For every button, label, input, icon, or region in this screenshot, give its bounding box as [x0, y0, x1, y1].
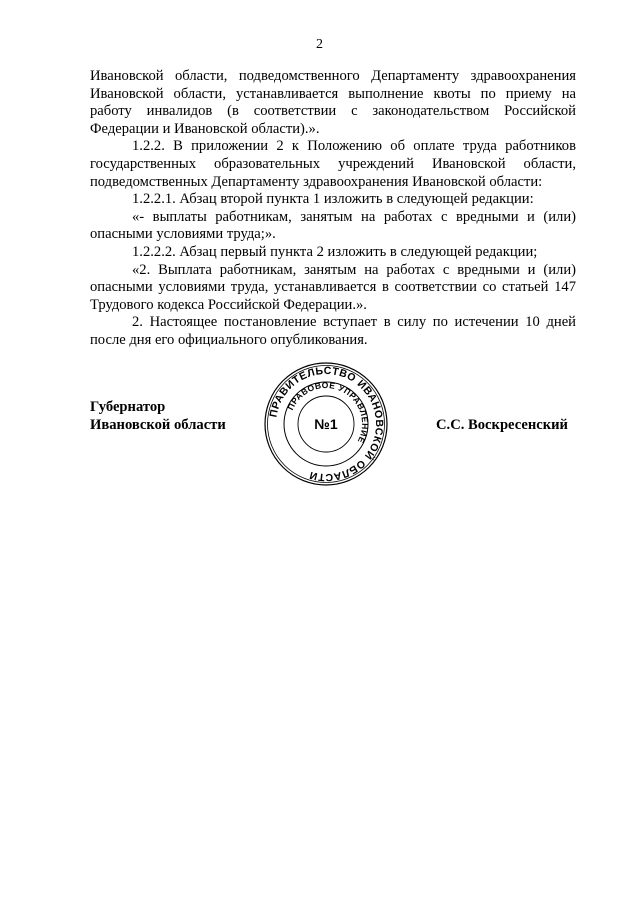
- signatory-position-line1: Губернатор: [90, 399, 166, 415]
- signatory-position: [90, 398, 226, 434]
- document-body: [90, 68, 576, 350]
- paragraph-1-2-2-1: 1.2.2.1. Абзац второй пункта 1 изложить в следующей редакции:: [132, 191, 534, 208]
- paragraph-1-2-2: 1.2.2. В приложении 2 к Положению об оплате труда работников государственных образовательных учреждений Ивановской области, подведомственных Департаменту здравоохранения Ивановской области:: [90, 138, 576, 190]
- paragraph-continuation: Ивановской области, подведомственного Департаменту здравоохранения Ивановской области, устанавливается выполнение квоты по приему на работу инвалидов (в соответствии с законодательством Российской Федерации и Ивановской области).».: [90, 68, 576, 137]
- seal-number: №1: [314, 416, 338, 432]
- paragraph-quote-1: «- выплаты работникам, занятым на работах с вредными и (или) опасными условиями труда;».: [90, 208, 576, 243]
- svg-text:ПРАВОВОЕ УПРАВЛЕНИЕ: [285, 380, 370, 445]
- seal-inner-text: ПРАВОВОЕ УПРАВЛЕНИЕ: [285, 379, 371, 446]
- page-number: 2: [316, 37, 323, 52]
- signatory-name: С.С. Воскресенский: [436, 417, 568, 433]
- paragraph-2: 2. Настоящее постановление вступает в силу по истечении 10 дней после дня его официального опубликования.: [90, 314, 576, 348]
- official-seal: [262, 360, 390, 488]
- seal-outer-text: ПРАВИТЕЛЬСТВО ИВАНОВСКОЙ ОБЛАСТИ: [267, 364, 386, 484]
- paragraph-1-2-2-2: 1.2.2.2. Абзац первый пункта 2 изложить в следующей редакции;: [132, 243, 538, 260]
- signatory-position-line2: Ивановской области: [90, 417, 226, 433]
- paragraph-quote-2: «2. Выплата работникам, занятым на работах с вредными и (или) опасными условиями труда, устанавливается в соответствии со статьей 147 Трудового кодекса Российской Федерации.».: [90, 261, 576, 313]
